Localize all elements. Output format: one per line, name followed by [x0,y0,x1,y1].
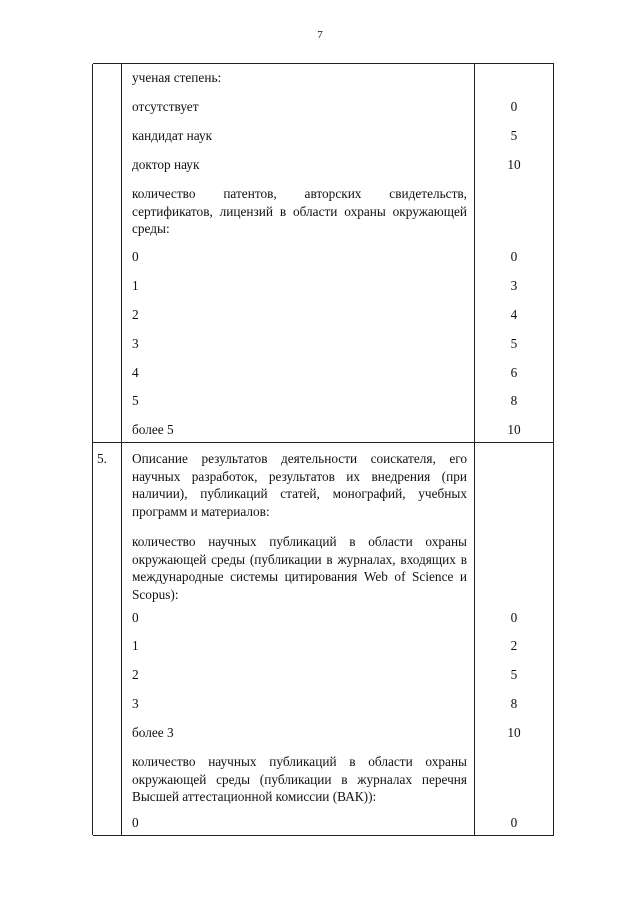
section5-description: Описание результатов деятельности соискателя, его научных разработок, результатов их внедрения (при наличии), публикаций статей, монографий, учебных программ и материалов: [132,451,467,519]
patents-option-score: 5 [510,336,518,351]
vak-option-label: 0 [132,815,139,830]
degree-option-score: 10 [507,157,521,172]
degree-option-label: отсутствует [132,99,199,114]
criteria-table [93,63,554,836]
patents-option-score: 10 [507,422,521,437]
table-border-left [92,64,93,835]
vak-publications-heading: количество научных публикаций в области охраны окружающей среды (публикации в журналах перечня Высшей аттестационной комиссии (ВАК)): [132,754,467,804]
intl-option-score: 10 [507,725,521,740]
table-border-right [553,64,554,835]
patents-option-score: 4 [510,307,518,322]
section-number: 5. [97,451,107,466]
intl-option-score: 0 [510,610,518,625]
intl-option-label: более 3 [132,725,174,740]
patents-heading: количество патентов, авторских свидетельств, сертификатов, лицензий в области охраны окружающей среды: [132,186,467,236]
patents-option-label: 3 [132,336,139,351]
patents-option-score: 8 [510,393,518,408]
degree-option-label: доктор наук [132,157,200,172]
degree-option-label: кандидат наук [132,128,213,143]
patents-option-label: 4 [132,365,139,380]
degree-option-score: 0 [510,99,518,114]
intl-option-score: 8 [510,696,518,711]
patents-option-label: 5 [132,393,139,408]
patents-option-score: 6 [510,365,518,380]
intl-option-score: 2 [510,638,518,653]
degree-option-score: 5 [510,128,518,143]
intl-option-label: 0 [132,610,139,625]
intl-option-score: 5 [510,667,518,682]
patents-option-label: 0 [132,249,139,264]
table-border-number-column [121,64,122,835]
intl-option-label: 2 [132,667,139,682]
degree-heading: ученая степень: [132,70,222,85]
table-border-score-column [474,64,475,835]
page-number: 7 [317,29,323,41]
intl-option-label: 3 [132,696,139,711]
vak-option-score: 0 [510,815,518,830]
intl-publications-heading: количество научных публикаций в области охраны окружающей среды (публикации в журналах, входящих в международные системы цитирования Web of Science и Scopus): [132,534,467,602]
intl-option-label: 1 [132,638,139,653]
patents-option-score: 0 [510,249,518,264]
patents-option-label: 1 [132,278,139,293]
section-divider [93,442,554,443]
patents-option-score: 3 [510,278,518,293]
patents-option-label: 2 [132,307,139,322]
patents-option-label: более 5 [132,422,174,437]
